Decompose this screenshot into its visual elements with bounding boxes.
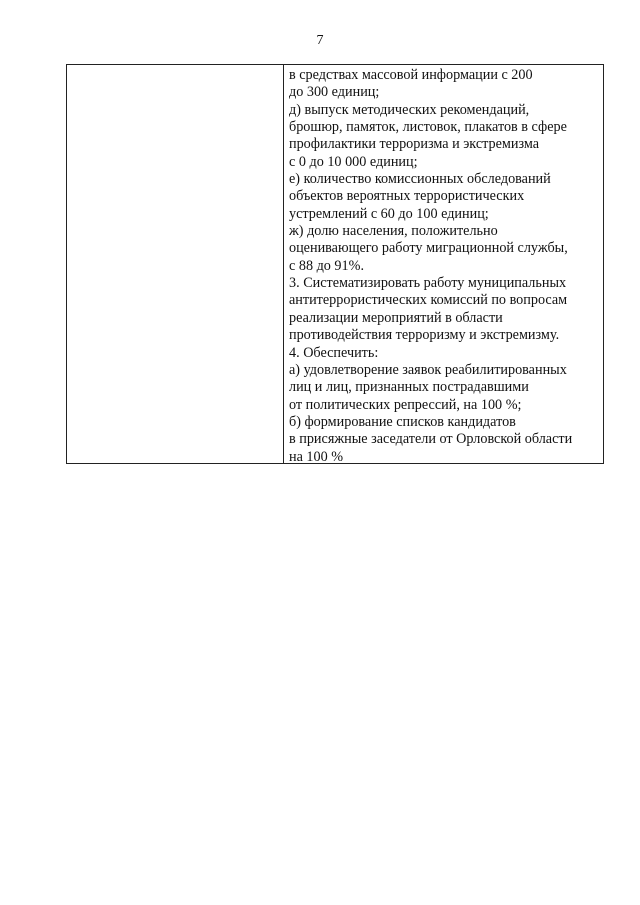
text-line: с 88 до 91%. xyxy=(289,257,364,274)
text-line: оценивающего работу миграционной службы, xyxy=(289,240,568,257)
table-right-cell xyxy=(284,65,603,463)
document-table xyxy=(66,64,604,464)
text-line: 3. Систематизировать работу муниципальных xyxy=(289,275,567,292)
text-line: антитеррористических комиссий по вопросам xyxy=(289,292,568,309)
text-line: д) выпуск методических рекомендаций, xyxy=(289,101,530,118)
text-line: от политических репрессий, на 100 %; xyxy=(289,396,522,413)
text-line: устремлений с 60 до 100 единиц; xyxy=(289,205,489,222)
text-line: с 0 до 10 000 единиц; xyxy=(289,153,418,170)
text-line: на 100 % xyxy=(289,448,344,465)
text-line: объектов вероятных террористических xyxy=(289,188,525,205)
text-line: б) формирование списков кандидатов xyxy=(289,413,516,430)
text-line: а) удовлетворение заявок реабилитированных xyxy=(289,361,567,378)
text-line: брошюр, памяток, листовок, плакатов в сфере xyxy=(289,119,567,136)
table-left-cell xyxy=(67,65,284,463)
page-number: 7 xyxy=(316,33,324,48)
text-line: до 300 единиц; xyxy=(289,84,380,101)
text-line: ж) долю населения, положительно xyxy=(289,223,498,240)
text-line: 4. Обеспечить: xyxy=(289,344,379,361)
text-line: профилактики терроризма и экстремизма xyxy=(289,136,540,153)
text-line: в присяжные заседатели от Орловской области xyxy=(289,431,573,448)
text-line: лиц и лиц, признанных пострадавшими xyxy=(289,379,529,396)
text-line: е) количество комиссионных обследований xyxy=(289,171,551,188)
text-line: противодействия терроризму и экстремизму. xyxy=(289,327,560,344)
text-line: в средствах массовой информации с 200 xyxy=(289,67,533,83)
text-line: реализации мероприятий в области xyxy=(289,309,503,326)
